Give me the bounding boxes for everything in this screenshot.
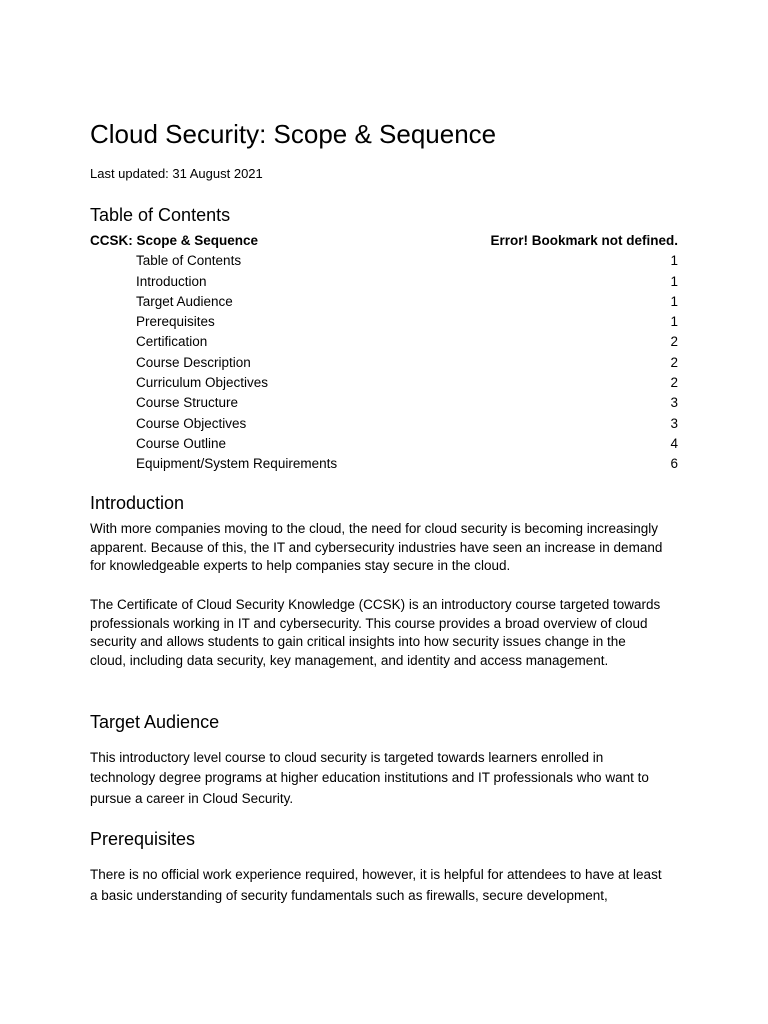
text-line: security and allows students to gain critical insights into how security issues change in the	[90, 634, 626, 650]
document-title: Cloud Security: Scope & Sequence	[90, 119, 497, 149]
toc-entry[interactable]	[90, 393, 678, 413]
text-line: professionals working in IT and cybersecurity. This course provides a broad overview of cloud	[90, 615, 648, 631]
prerequisites-heading: Prerequisites	[90, 829, 196, 849]
toc-entry-label[interactable]: Equipment/System Requirements	[136, 456, 338, 472]
toc-entry[interactable]	[90, 292, 678, 312]
introduction-paragraph-1	[90, 520, 690, 576]
toc-entry[interactable]	[90, 454, 678, 474]
toc-entry-page: 1	[670, 273, 678, 289]
toc-heading: Table of Contents	[90, 205, 231, 225]
toc-entry-label[interactable]: Curriculum Objectives	[136, 375, 269, 391]
toc-entry-page: 3	[670, 415, 678, 431]
text-line: apparent. Because of this, the IT and cybersecurity industries have seen an increase in demand	[90, 539, 663, 555]
toc-entry[interactable]	[90, 414, 678, 434]
introduction-heading: Introduction	[90, 493, 185, 513]
text-line: There is no official work experience required, however, it is helpful for attendees to have at least	[90, 867, 662, 882]
text-line: for knowledgeable experts to help companies stay secure in the cloud.	[90, 558, 511, 574]
text-line: cloud, including data security, key management, and identity and access management.	[90, 653, 609, 669]
toc-entry[interactable]	[90, 434, 678, 454]
toc-entry-label[interactable]: Course Objectives	[136, 415, 247, 431]
toc-entry[interactable]	[90, 373, 678, 393]
toc-entry[interactable]	[90, 353, 678, 373]
toc-entry-label[interactable]: Prerequisites	[136, 314, 215, 330]
text-line: The Certificate of Cloud Security Knowledge (CCSK) is an introductory course targeted towards	[90, 597, 661, 612]
toc-entry-label[interactable]: Course Structure	[136, 395, 239, 411]
toc-entry[interactable]	[90, 272, 678, 292]
toc-entry-page: 1	[670, 293, 678, 309]
toc-main-entry[interactable]	[90, 231, 678, 251]
text-line: technology degree programs at higher education institutions and IT professionals who want to	[90, 770, 649, 786]
toc-entry-page: 2	[670, 334, 678, 350]
toc-entry-page: Error! Bookmark not defined.	[490, 233, 678, 248]
last-updated: Last updated: 31 August 2021	[90, 166, 263, 181]
toc-entry-page: 4	[670, 435, 678, 451]
toc-entry-label[interactable]: Course Description	[136, 354, 251, 370]
prerequisites-paragraph	[90, 864, 690, 906]
toc-entry-label[interactable]: Course Outline	[136, 435, 227, 451]
toc-entry[interactable]	[90, 251, 678, 271]
toc-entry-page: 1	[670, 253, 678, 269]
toc-entry-page: 1	[670, 314, 678, 330]
text-line: With more companies moving to the cloud, the need for cloud security is becoming increasingly	[90, 521, 659, 536]
toc-entry[interactable]	[90, 312, 678, 332]
text-line: pursue a career in Cloud Security.	[90, 790, 294, 806]
toc-entry-label[interactable]: Table of Contents	[136, 253, 242, 269]
text-line: This introductory level course to cloud security is targeted towards learners enrolled in	[90, 750, 604, 765]
toc-entry-page: 2	[670, 375, 678, 391]
toc-entry[interactable]	[90, 332, 678, 352]
toc-entry-label[interactable]: Introduction	[136, 273, 207, 289]
toc-entry-label[interactable]: CCSK: Scope & Sequence	[90, 233, 259, 248]
toc-entry-page: 6	[670, 456, 678, 472]
toc-entry-page: 2	[670, 354, 678, 370]
table-of-contents	[90, 231, 678, 475]
introduction-paragraph-2	[90, 596, 690, 671]
text-line: a basic understanding of security fundamentals such as firewalls, secure development,	[90, 888, 608, 903]
target-audience-paragraph	[90, 748, 690, 809]
target-audience-heading: Target Audience	[90, 712, 220, 732]
toc-entry-page: 3	[670, 395, 678, 411]
toc-entry-label[interactable]: Target Audience	[136, 293, 233, 309]
toc-entry-label[interactable]: Certification	[136, 334, 208, 350]
